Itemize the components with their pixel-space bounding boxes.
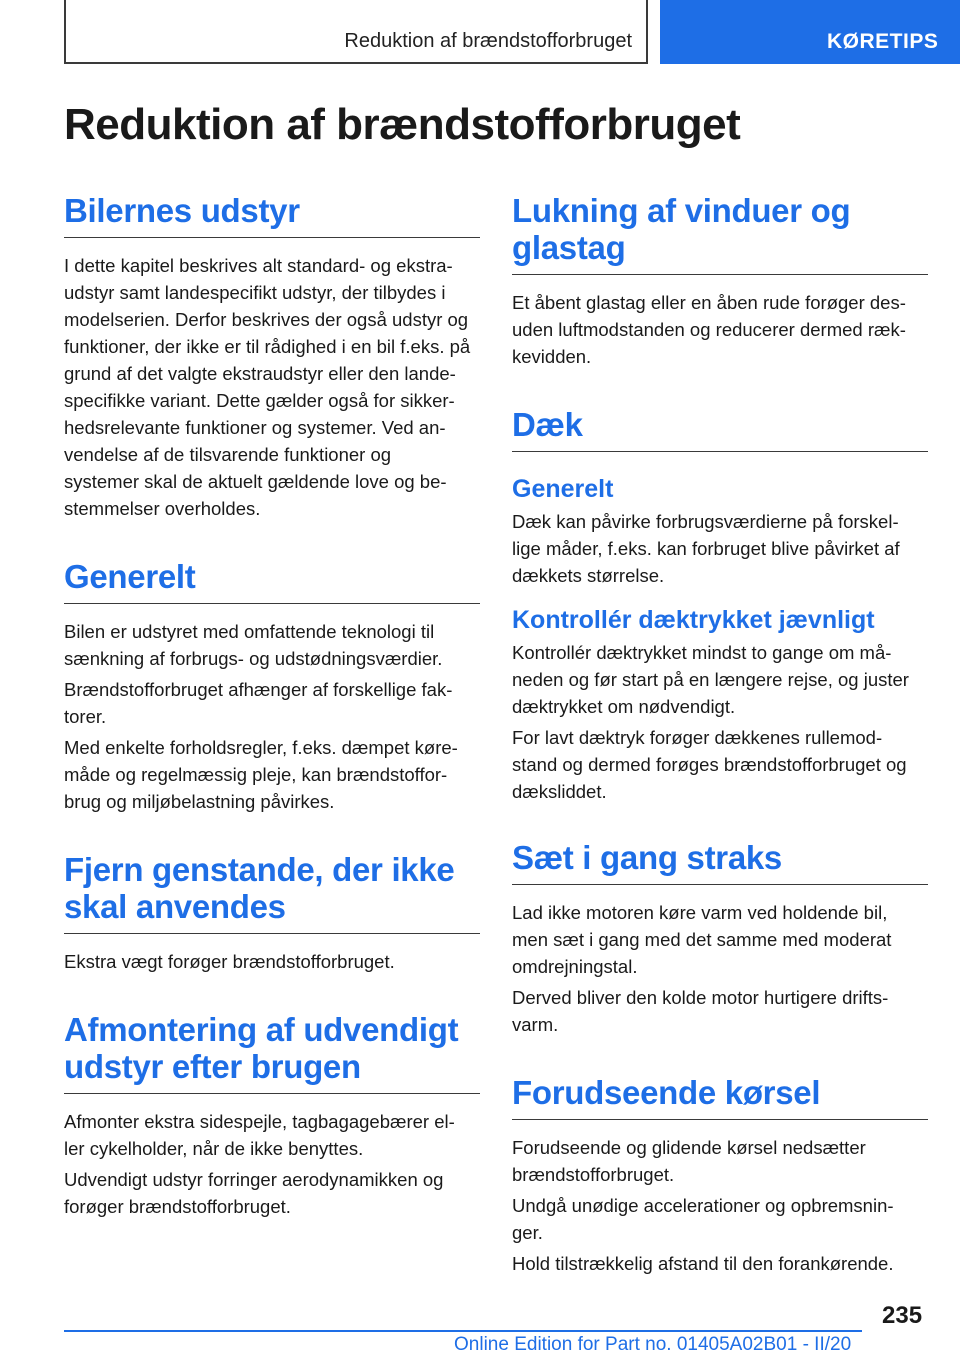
section-tab-label: KØRETIPS	[827, 30, 939, 53]
section-heading-lukning-af-vinduer: Lukning af vinduer og glastag	[512, 192, 928, 275]
paragraph: Bilen er udstyret med omfattende teknologi til sænkning af forbrugs- og udstødningsværdier.	[64, 621, 443, 669]
section-heading-fjern-genstande: Fjern genstande, der ikke skal anvendes	[64, 851, 480, 934]
paragraph: Forudseende og glidende kørsel nedsætter brændstofforbruget.	[512, 1137, 866, 1185]
section-heading-generelt: Generelt	[64, 558, 480, 604]
footer-rule	[64, 1330, 862, 1332]
paragraph: Med enkelte forholdsregler, f.eks. dæmpet køre- måde og regelmæssig pleje, kan brændstoffor- brug og miljøbelastning påvirkes.	[64, 737, 458, 812]
paragraph: Udvendigt udstyr forringer aerodynamikken og forøger brændstofforbruget.	[64, 1169, 444, 1217]
section-heading-afmontering: Afmontering af udvendigt udstyr efter brugen	[64, 1011, 480, 1094]
paragraph: I dette kapitel beskrives alt standard- og ekstra- udstyr samt landespecifikt udstyr, der tilbydes i modelserien. Derfor beskrives der også udstyr og funktioner, der ikke er til rådighed i en bil f.eks. på grund af det valgte ekstraudstyr eller den lande- specifikke variant. Dette gælder også for sikker- hedsrelevante funktioner og systemer. Ved an- vendelse af de tilsvarende funktioner og systemer skal de aktuelt gældende love og be- stemmelser overholdes.	[64, 255, 471, 519]
paragraph: Undgå unødige accelerationer og opbremsnin- ger.	[512, 1195, 894, 1243]
paragraph: For lavt dæktryk forøger dækkenes rullemod- stand og dermed forøges brændstofforbruget og dæksliddet.	[512, 727, 907, 802]
paragraph: Afmonter ekstra sidespejle, tagbagagebærer el- ler cykelholder, når de ikke benyttes.	[64, 1111, 455, 1159]
paragraph: Et åbent glastag eller en åben rude forøger des- uden luftmodstanden og reducerer dermed ræk- kevidden.	[512, 292, 906, 367]
edition-note: Online Edition for Part no. 01405A02B01 - II/20	[454, 1334, 852, 1355]
paragraph: Lad ikke motoren køre varm ved holdende bil, men sæt i gang med det samme med moderat omdrejningstal.	[512, 902, 892, 977]
subheading-kontroller-daektrykket: Kontrollér dæktrykket jævnligt	[512, 606, 875, 634]
running-header-title: Reduktion af brændstofforbruget	[344, 30, 632, 52]
left-column	[64, 192, 480, 1220]
page-number: 235	[882, 1302, 923, 1329]
paragraph: Ekstra vægt forøger brændstofforbruget.	[64, 951, 395, 972]
section-heading-forudseende-korsel: Forudseende kørsel	[512, 1074, 928, 1120]
paragraph: Dæk kan påvirke forbrugsværdierne på forskel- lige måder, f.eks. kan forbruget blive påvirket af dækkets størrelse.	[512, 511, 900, 586]
paragraph: Kontrollér dæktrykket mindst to gange om må- neden og før start på en længere rejse, og juster dæktrykket om nødvendigt.	[512, 642, 909, 717]
section-heading-bilernes-udstyr: Bilernes udstyr	[64, 192, 480, 238]
section-heading-daek: Dæk	[512, 406, 928, 452]
section-tab	[660, 0, 960, 64]
paragraph: Derved bliver den kolde motor hurtigere drifts- varm.	[512, 987, 889, 1035]
running-header-box	[64, 0, 648, 64]
paragraph: Hold tilstrækkelig afstand til den forankørende.	[512, 1253, 894, 1274]
paragraph: Brændstofforbruget afhænger af forskellige fak- torer.	[64, 679, 453, 727]
page-title: Reduktion af brændstofforbruget	[64, 100, 741, 149]
subheading-generelt: Generelt	[512, 475, 614, 503]
right-column	[512, 192, 928, 1277]
section-heading-saet-i-gang: Sæt i gang straks	[512, 839, 928, 885]
